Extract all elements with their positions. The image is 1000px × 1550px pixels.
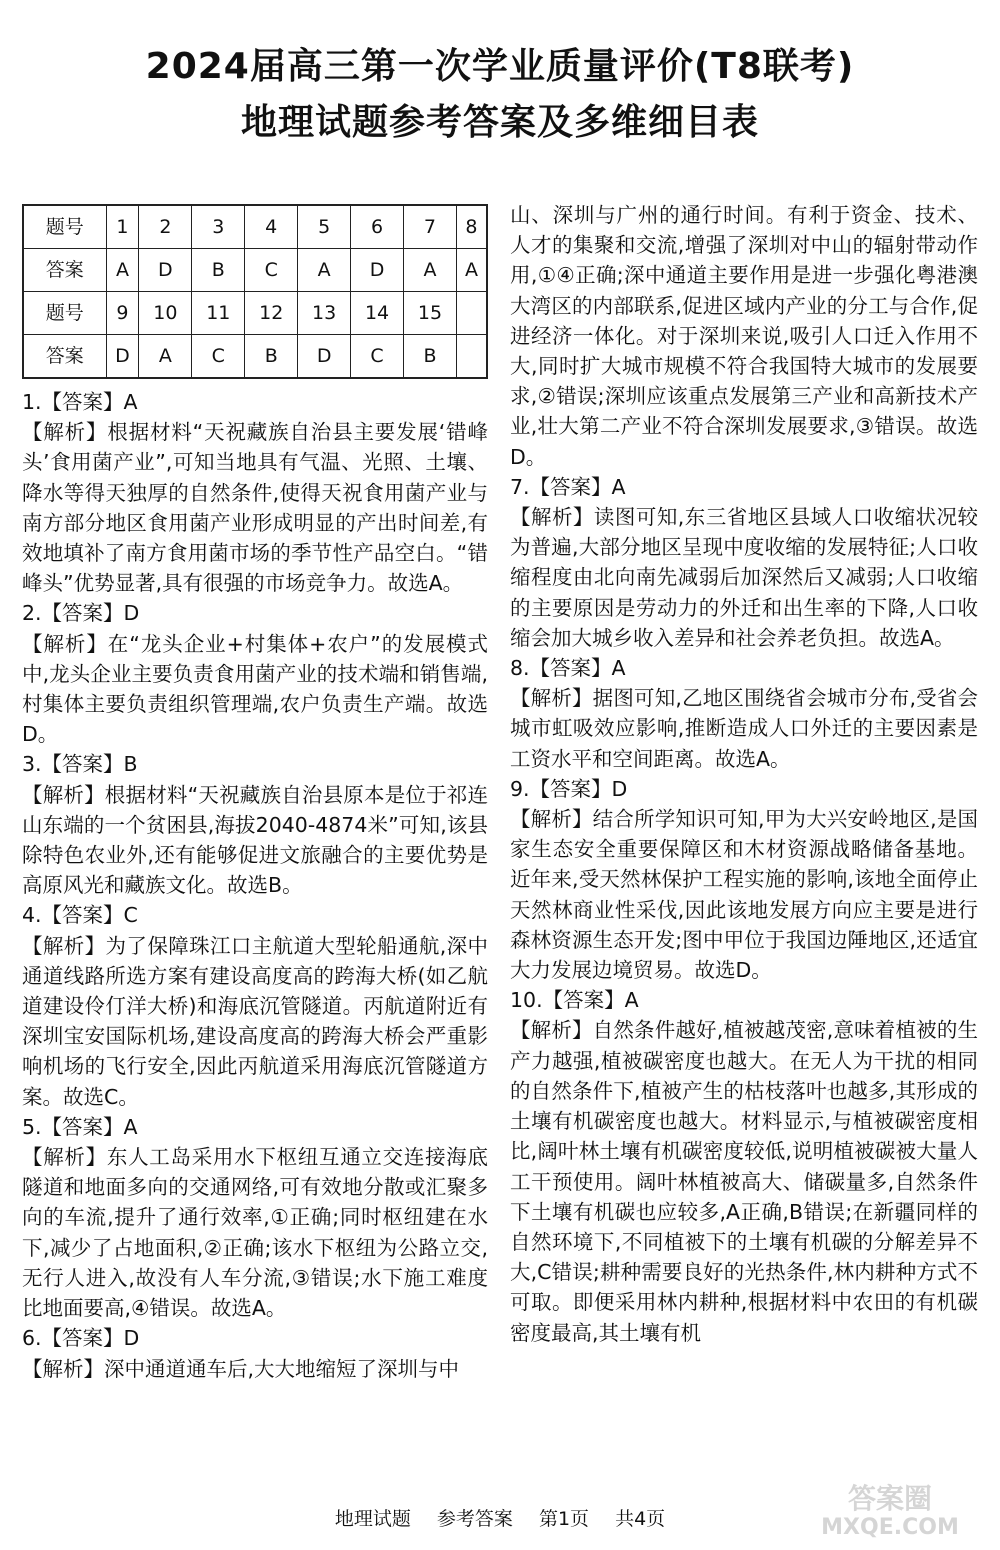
answer-table-cell: C bbox=[351, 335, 404, 379]
answer-table-header-cell: 答案 bbox=[23, 249, 106, 292]
answer-table-cell: D bbox=[351, 249, 404, 292]
left-text bbox=[22, 387, 488, 1384]
answer-table-cell: C bbox=[192, 335, 245, 379]
explanation-paragraph: 【解析】深中通道通车后,大大地缩短了深圳与中 bbox=[22, 1356, 460, 1381]
answer-table-cell: 6 bbox=[351, 205, 404, 249]
right-column bbox=[510, 200, 978, 1348]
answer-heading: 8.【答案】A bbox=[510, 656, 626, 681]
answer-table-cell: 9 bbox=[106, 292, 139, 335]
answer-table-cell: 11 bbox=[192, 292, 245, 335]
footer-page: 第1页 bbox=[538, 1508, 590, 1530]
answer-heading: 7.【答案】A bbox=[510, 474, 626, 499]
answer-table-cell bbox=[456, 292, 487, 335]
answer-table-cell: 2 bbox=[139, 205, 192, 249]
answer-table-row bbox=[23, 292, 487, 335]
explanation-paragraph: 【解析】结合所学知识可知,甲为大兴安岭地区,是国家生态安全重要保障区和木材资源战略储备基地。近年来,受天然林保护工程实施的影响,该地全面停止天然林商业性采伐,因此该地发展方向应主要是进行森林资源生态开发;图中甲位于我国边陲地区,还适宜大力发展边境贸易。故选D。 bbox=[510, 807, 978, 983]
explanation-paragraph: 【解析】根据材料“天祝藏族自治县主要发展‘错峰头’食用菌产业”,可知当地具有气温、光照、土壤、降水等得天独厚的自然条件,使得天祝食用菌产业与南方部分地区食用菌产业形成明显的产出时间差,有效地填补了南方食用菌市场的季节性产品空白。“错峰头”优势显著,具有很强的市场竞争力。故选A。 bbox=[22, 420, 488, 596]
explanation-paragraph: 山、深圳与广州的通行时间。有利于资金、技术、人才的集聚和交流,增强了深圳对中山的辐射带动作用,①④正确;深中通道主要作用是进一步强化粤港澳大湾区的内部联系,促进区域内产业的分工与合作,促进经济一体化。对于深圳来说,吸引人口迁入作用不大,同时扩大城市规模不符合我国特大城市的发展要求,②错误;深圳应该重点发展第三产业和高新技术产业,壮大第二产业不符合深圳发展要求,③错误。故选D。 bbox=[510, 203, 978, 469]
answer-table-cell: A bbox=[298, 249, 351, 292]
answer-table-header-cell: 题号 bbox=[23, 205, 106, 249]
left-column bbox=[22, 200, 488, 1384]
answer-table-cell: D bbox=[139, 249, 192, 292]
answer-table-cell: B bbox=[245, 335, 298, 379]
right-text bbox=[510, 200, 978, 1348]
answer-table-cell: B bbox=[404, 335, 457, 379]
answer-table-cell: 1 bbox=[106, 205, 139, 249]
watermark-line1: 答案圈 bbox=[847, 1482, 933, 1515]
answer-table-cell: 12 bbox=[245, 292, 298, 335]
answer-table-row bbox=[23, 335, 487, 379]
answer-heading: 6.【答案】D bbox=[22, 1326, 140, 1351]
answer-table-cell: A bbox=[404, 249, 457, 292]
watermark-icon bbox=[790, 1478, 990, 1540]
answer-table-cell: D bbox=[298, 335, 351, 379]
answer-table-cell: D bbox=[106, 335, 139, 379]
footer-doc: 参考答案 bbox=[436, 1508, 513, 1530]
answer-table-row bbox=[23, 249, 487, 292]
answer-heading: 5.【答案】A bbox=[22, 1114, 138, 1139]
explanation-paragraph: 【解析】东人工岛采用水下枢纽互通立交连接海底隧道和地面多向的交通网络,可有效地分散或汇聚多向的车流,提升了通行效率,①正确;同时枢纽建在水下,减少了占地面积,②正确;该水下枢纽为公路立交,无行人进入,故没有人车分流,③错误;水下施工难度比地面要高,④错误。故选A。 bbox=[22, 1145, 488, 1321]
page-subtitle: 地理试题参考答案及多维细目表 bbox=[240, 102, 759, 143]
answer-table-cell: 15 bbox=[404, 292, 457, 335]
answer-table-cell: 4 bbox=[245, 205, 298, 249]
answer-table-cell: 7 bbox=[404, 205, 457, 249]
answer-table-cell: A bbox=[456, 249, 487, 292]
footer-total: 共4页 bbox=[615, 1508, 666, 1530]
answer-table bbox=[22, 204, 488, 379]
page-title: 2024届高三第一次学业质量评价(T8联考) bbox=[145, 46, 855, 87]
explanation-paragraph: 【解析】根据材料“天祝藏族自治县原本是位于祁连山东端的一个贫困县,海拔2040-4874米”可知,该县除特色农业外,还有能够促进文旅融合的主要优势是高原风光和藏族文化。故选B。 bbox=[22, 782, 488, 898]
watermark-line2: MXQE.COM bbox=[821, 1515, 959, 1540]
answer-table-cell: 10 bbox=[139, 292, 192, 335]
answer-heading: 3.【答案】B bbox=[22, 752, 138, 777]
answer-table-cell: 3 bbox=[192, 205, 245, 249]
answer-heading: 9.【答案】D bbox=[510, 776, 628, 801]
explanation-paragraph: 【解析】在“龙头企业+村集体+农户”的发展模式中,龙头企业主要负责食用菌产业的技术端和销售端,村集体主要负责组织管理端,农户负责生产端。故选D。 bbox=[22, 631, 488, 747]
answer-table-cell: 8 bbox=[456, 205, 487, 249]
answer-heading: 1.【答案】A bbox=[22, 390, 138, 414]
answer-table-cell: 14 bbox=[351, 292, 404, 335]
watermark-logo bbox=[790, 1478, 990, 1540]
answer-table-cell: C bbox=[245, 249, 298, 292]
answer-table-cell: A bbox=[106, 249, 139, 292]
answer-table-cell: A bbox=[139, 335, 192, 379]
footer-subject: 地理试题 bbox=[334, 1508, 411, 1530]
answer-table-cell: 5 bbox=[298, 205, 351, 249]
explanation-paragraph: 【解析】读图可知,东三省地区县域人口收缩状况较为普遍,大部分地区呈现中度收缩的发展特征;人口收缩程度由北向南先减弱后加深然后又减弱;人口收缩的主要原因是劳动力的外迁和出生率的下降,人口收缩会加大城乡收入差异和社会养老负担。故选A。 bbox=[510, 505, 978, 650]
explanation-paragraph: 【解析】自然条件越好,植被越茂密,意味着植被的生产力越强,植被碳密度也越大。在无人为干扰的相同的自然条件下,植被产生的枯枝落叶也越多,其形成的土壤有机碳密度也越大。材料显示,与植被碳密度相比,阔叶林土壤有机碳密度较低,说明植被碳被大量人工干预使用。阔叶林植被高大、储碳量多,自然条件下土壤有机碳也应较多,A正确,B错误;在新疆同样的自然环境下,不同植被下的土壤有机碳的分解差异不大,C错误;耕种需要良好的光热条件,林内耕种方式不可取。即便采用林内耕种,根据材料中农田的有机碳密度最高,其土壤有机 bbox=[510, 1018, 978, 1345]
explanation-paragraph: 【解析】为了保障珠江口主航道大型轮船通航,深中通道线路所选方案有建设高度高的跨海大桥(如乙航道建设伶仃洋大桥)和海底沉管隧道。丙航道附近有深圳宝安国际机场,建设高度高的跨海大桥会严重影响机场的飞行安全,因此丙航道采用海底沉管隧道方案。故选C。 bbox=[22, 933, 488, 1109]
answer-table-cell: 13 bbox=[298, 292, 351, 335]
answer-table-header-cell: 题号 bbox=[23, 292, 106, 335]
answer-heading: 10.【答案】A bbox=[510, 988, 639, 1013]
answer-table-cell: B bbox=[192, 249, 245, 292]
answer-table-row bbox=[23, 205, 487, 249]
answer-heading: 2.【答案】D bbox=[22, 601, 140, 626]
explanation-paragraph: 【解析】据图可知,乙地区围绕省会城市分布,受省会城市虹吸效应影响,推断造成人口外迁的主要因素是工资水平和空间距离。故选A。 bbox=[510, 686, 978, 771]
answer-heading: 4.【答案】C bbox=[22, 903, 138, 928]
answer-table-header-cell: 答案 bbox=[23, 335, 106, 379]
answer-table-cell bbox=[456, 335, 487, 379]
